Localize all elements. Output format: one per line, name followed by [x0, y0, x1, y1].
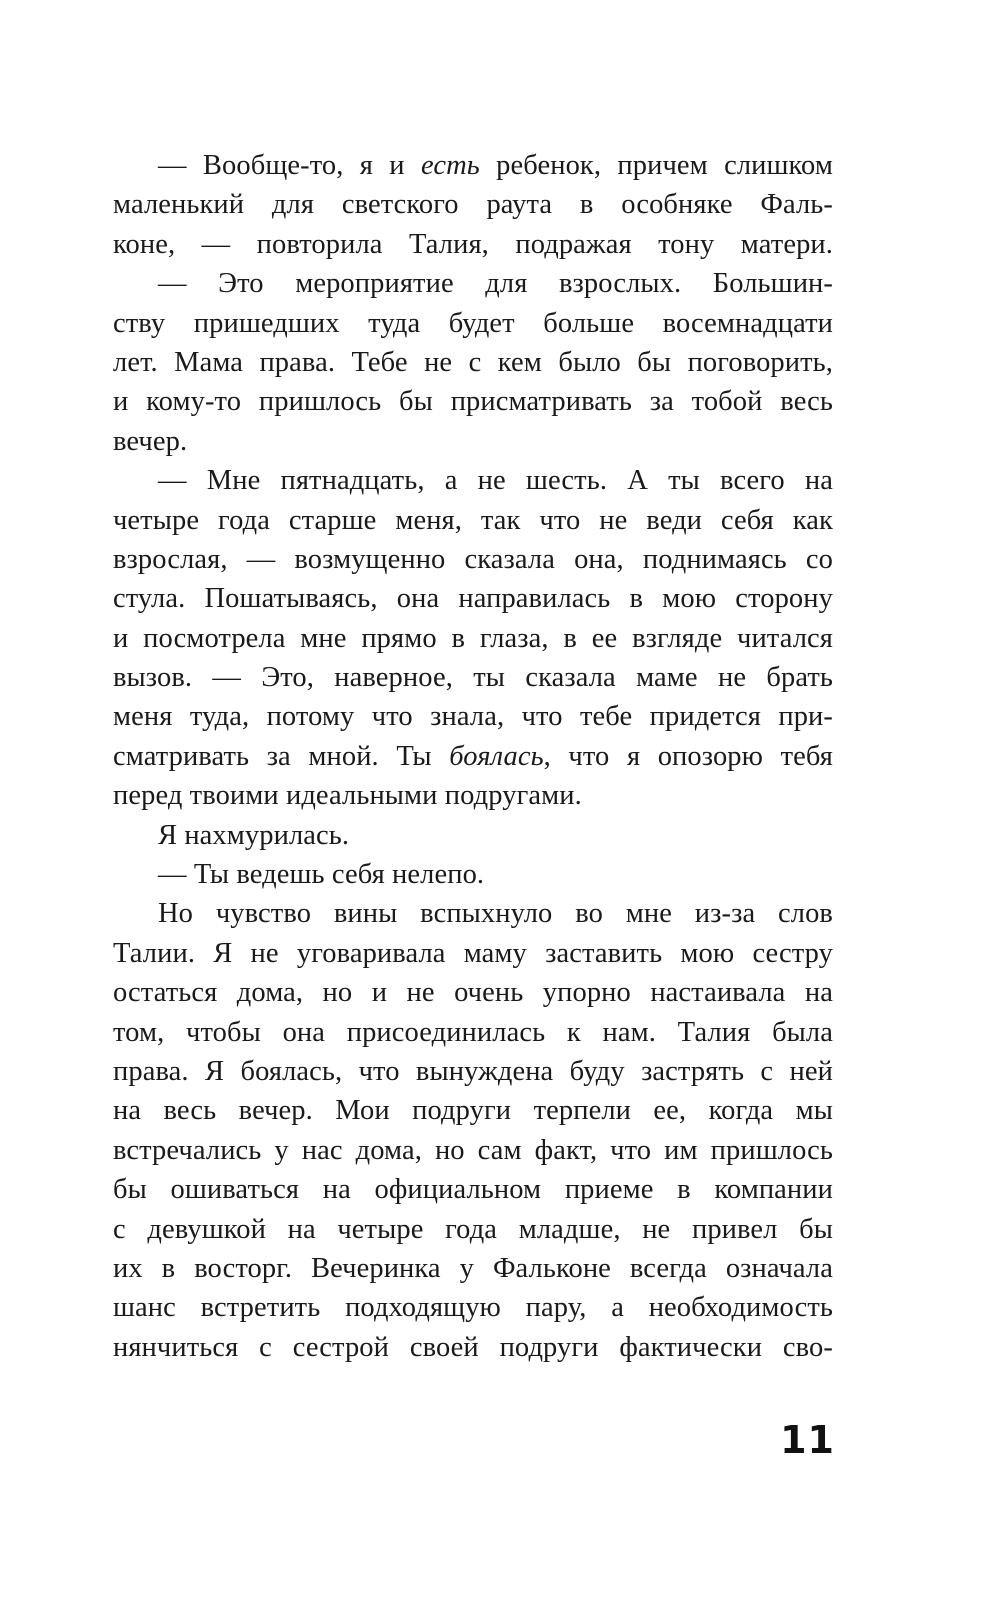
text-line: Я нахмурилась. [158, 819, 350, 851]
text-line: сматривать за мной. Ты боялась, что я опозорю тебя [113, 740, 833, 772]
text-line: остаться дома, но и не очень упорно настаивала на [113, 977, 833, 1009]
text-line: стула. Пошатываясь, она направилась в мою сторону [113, 583, 833, 615]
text-line: права. Я боялась, что вынуждена буду застрять с ней [113, 1055, 833, 1087]
text-line: вызов. — Это, наверное, ты сказала маме не брать [113, 662, 833, 694]
text-line: четыре года старше меня, так что не веди себя как [113, 504, 833, 536]
text-line: вечер. [113, 425, 188, 457]
text-line: коне, — повторила Талия, подражая тону матери. [113, 228, 833, 260]
text-line: ству пришедших туда будет больше восемнадцати [113, 307, 833, 339]
text-line: и посмотрела мне прямо в глаза, в ее взгляде читался [113, 622, 833, 654]
text-line: перед твоими идеальными подругами. [113, 780, 582, 812]
text-line: Но чувство вины вспыхнуло во мне из-за слов [158, 898, 833, 930]
text-line: лет. Мама права. Тебе не с кем было бы поговорить, [113, 346, 833, 378]
text-line: — Ты ведешь себя нелепо. [158, 859, 485, 891]
text-line: меня туда, потому что знала, что тебе придется при- [113, 701, 833, 733]
body-text [113, 146, 833, 1367]
text-line: их в восторг. Вечеринка у Фальконе всегда означала [113, 1252, 833, 1284]
text-line: — Вообще-то, я и есть ребенок, причем слишком [158, 150, 833, 181]
text-line: маленький для светского раута в особняке Фаль- [113, 189, 833, 221]
text-line: на весь вечер. Мои подруги терпели ее, когда мы [113, 1095, 833, 1127]
text-line: — Мне пятнадцать, а не шесть. А ты всего на [158, 465, 833, 497]
text-line: шанс встретить подходящую пару, а необходимость [113, 1292, 833, 1324]
text-line: нянчиться с сестрой своей подруги фактически сво- [113, 1331, 833, 1363]
text-line: том, чтобы она присоединилась к нам. Талия была [113, 1016, 833, 1048]
page-number: 11 [780, 1418, 835, 1462]
text-line: взрослая, — возмущенно сказала она, поднимаясь со [113, 543, 833, 575]
text-line: Талии. Я не уговаривала маму заставить мою сестру [113, 937, 833, 969]
text-line: с девушкой на четыре года младше, не привел бы [113, 1213, 833, 1245]
text-line: и кому-то пришлось бы присматривать за тобой весь [113, 386, 833, 418]
text-line: встречались у нас дома, но сам факт, что им пришлось [113, 1134, 833, 1166]
text-line: — Это мероприятие для взрослых. Большин- [158, 268, 833, 300]
text-line: бы ошиваться на официальном приеме в компании [113, 1174, 833, 1206]
